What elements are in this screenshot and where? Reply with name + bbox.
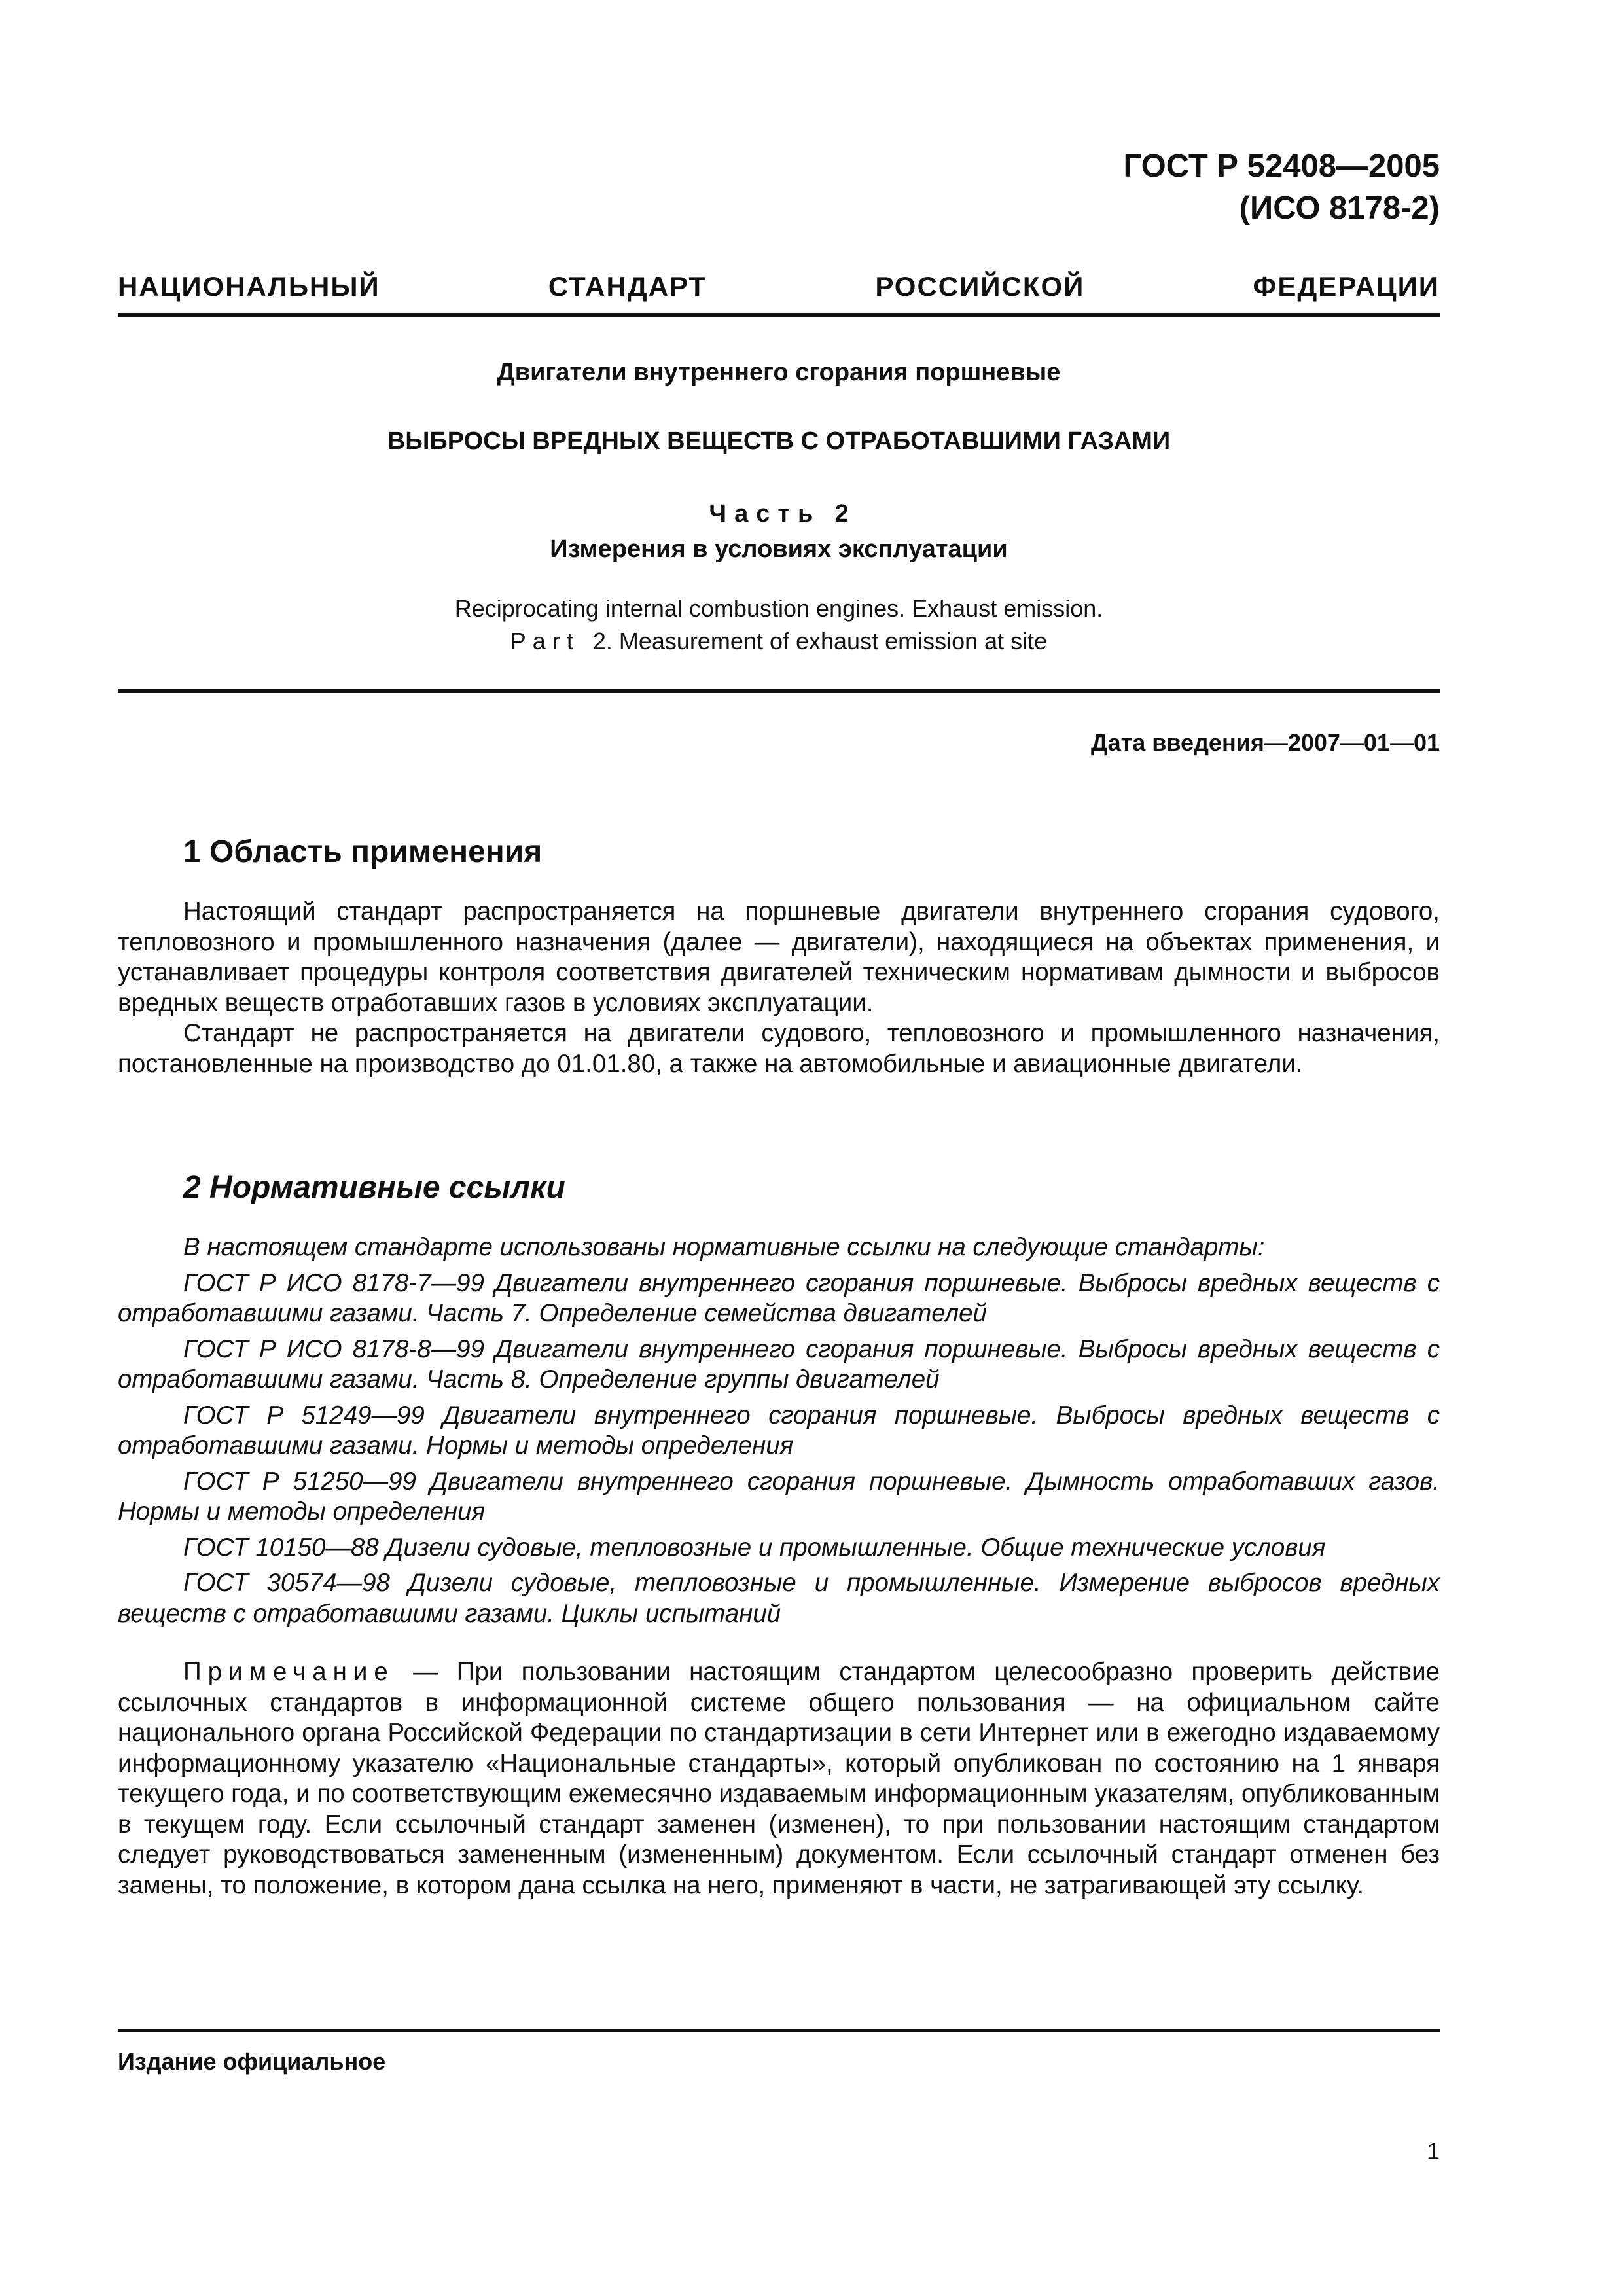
page-number: 1 <box>1426 2138 1440 2164</box>
reference-item: ГОСТ Р ИСО 8178-7—99 Двигатели внутреннего сгорания поршневые. Выбросы вредных веществ с отработавшими газами. Часть 7. Определение семейства двигателей <box>118 1268 1440 1327</box>
references-intro: В настоящем стандарте использованы нормативные ссылки на следующие стандарты: <box>183 1233 1265 1261</box>
section-1-body <box>118 897 1440 1079</box>
introduction-date: Дата введения—2007—01—01 <box>1090 729 1440 756</box>
gost-identifier <box>1123 145 1440 229</box>
part-title: Измерения в условиях эксплуатации <box>550 535 1008 563</box>
gost-number: ГОСТ Р 52408—2005 <box>1123 149 1440 184</box>
title-general: Двигатели внутреннего сгорания поршневые <box>497 359 1061 386</box>
header-divider <box>118 313 1440 317</box>
section-2-note <box>118 1657 1440 1901</box>
official-edition-label: Издание официальное <box>118 2048 386 2075</box>
title-part <box>118 496 1440 567</box>
title-main: ВЫБРОСЫ ВРЕДНЫХ ВЕЩЕСТВ С ОТРАБОТАВШИМИ ГАЗАМИ <box>387 427 1171 455</box>
section-1-paragraph: Стандарт не распространяется на двигатели судового, тепловозного и промышленного назначения, постановленные на производство до 01.01.80, а также на автомобильные и авиационные двигатели. <box>118 1019 1440 1078</box>
section-2-references <box>118 1232 1440 1634</box>
english-title-line2 <box>118 625 1440 658</box>
note-paragraph <box>118 1657 1440 1901</box>
section-1-heading: 1 Область применения <box>183 834 543 869</box>
english-part-label: Part <box>510 628 580 655</box>
document-page <box>118 0 1440 2296</box>
reference-item: ГОСТ Р 51250—99 Двигатели внутреннего сгорания поршневые. Дымность отработавших газов. Нормы и методы определения <box>118 1467 1440 1526</box>
part-number: 2 <box>834 500 849 528</box>
section-1-paragraph: Настоящий стандарт распространяется на поршневые двигатели внутреннего сгорания судового, тепловозного и промышленного назначения (далее — двигатели), находящиеся на объектах применения, и устанавливает процедуры контроля соответствия двигателей техническим нормативам дымности и выбросов вредных веществ отработавших газов в условиях эксплуатации. <box>118 897 1440 1017</box>
reference-item: ГОСТ 10150—88 Дизели судовые, тепловозные и промышленные. Общие технические условия <box>183 1533 1326 1562</box>
part-label: Часть <box>709 500 821 528</box>
iso-number: (ИСО 8178-2) <box>1239 190 1440 226</box>
title-english <box>118 592 1440 658</box>
footer-divider <box>118 2029 1440 2032</box>
reference-item: ГОСТ Р ИСО 8178-8—99 Двигатели внутреннего сгорания поршневые. Выбросы вредных веществ с отработавшими газами. Часть 8. Определение группы двигателей <box>118 1335 1440 1393</box>
note-text: — При пользовании настоящим стандартом целесообразно проверить действие ссылочных стандартов в информационной системе общего пользования — на официальном сайте национального органа Российской Федерации по стандартизации в сети Интернет или в ежегодно издаваемому информационному указателю «Национальные стандарты», который опубликован по состоянию на 1 января текущего года, и по соответствующим ежемесячно издаваемым информационным указателям, опубликованным в текущем году. Если ссылочный стандарт заменен (изменен), то при пользовании настоящим стандартом следует руководствоваться замененным (измененным) документом. Если ссылочный стандарт отменен без замены, то положение, в котором дана ссылка на него, применяют в части, не затрагивающей эту ссылку. <box>118 1658 1440 1899</box>
english-part-rest: 2. Measurement of exhaust emission at site <box>592 628 1048 655</box>
national-standard-banner: НАЦИОНАЛЬНЫЙ СТАНДАРТ РОССИЙСКОЙ ФЕДЕРАЦИИ <box>118 271 1440 302</box>
note-label: Примечание <box>183 1658 395 1686</box>
reference-item: ГОСТ 30574—98 Дизели судовые, тепловозные и промышленные. Измерение выбросов вредных веществ с отработавшими газами. Циклы испытаний <box>118 1569 1440 1628</box>
english-title-line1: Reciprocating internal combustion engines. Exhaust emission. <box>454 595 1103 622</box>
reference-item: ГОСТ Р 51249—99 Двигатели внутреннего сгорания поршневые. Выбросы вредных веществ с отработавшими газами. Нормы и методы определения <box>118 1401 1440 1460</box>
section-2-heading: 2 Нормативные ссылки <box>183 1170 565 1205</box>
title-divider <box>118 689 1440 693</box>
part-line <box>118 496 1440 531</box>
